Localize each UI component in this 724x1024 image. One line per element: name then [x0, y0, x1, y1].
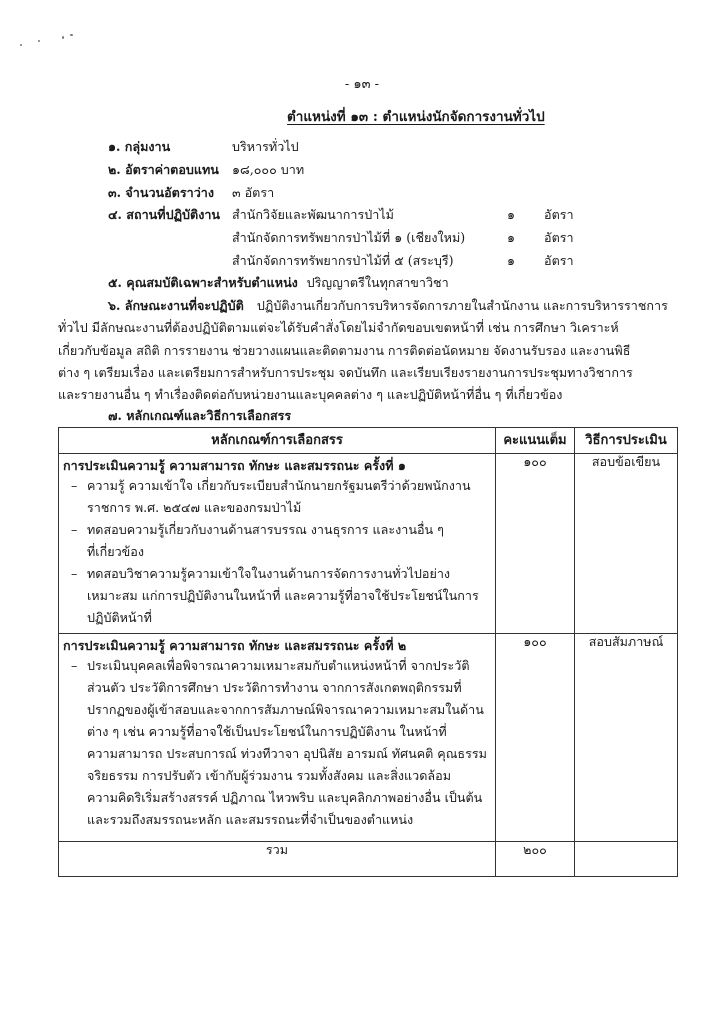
criteria-bullet: – ประเมินบุคคลเพื่อพิจารณาความเหมาะสมกับตำแหน่งหน้าที่ จากประวัติ ส่วนตัว ประวัติการศึกษา ประวัติการทำงาน จากการสังเกตพฤติกรรมที่ ปรากฏของผู้เข้าสอบและจากการสัมภาษณ์พิจารณาความเหมาะสมในด้าน ต่าง ๆ เช่น ความรู้ที่อาจใช้เป็นประโยชน์ในการปฏิบัติงาน ในหน้าที่ ความสามารถ ประสบการณ์ ท่วงทีวาจา อุปนิสัย อารมณ์ ทัศนคติ คุณธรรม จริยธรรม การปรับตัว เข้ากับผู้ร่วมงาน รวมทั้งสังคม และสิ่งแวดล้อม ความคิดริเริ่มสร้างสรรค์ ปฏิภาณ ไหวพริบ และบุคลิกภาพอย่างอื่น เป็นต้น และรวมถึงสมรรถนะหลัก และสมรรถนะที่จำเป็นของตำแหน่ง	[71, 658, 487, 828]
duties-text: เกี่ยวกับข้อมูล สถิติ การรายงาน ช่วยวางแผนและติดตามงาน การติดต่อนัดหมาย จัดงานรับรอง และงานพิธี	[58, 343, 631, 358]
page-number: - ๑๓ -	[344, 77, 380, 92]
criteria-cell	[59, 454, 496, 634]
section-title: การประเมินความรู้ ความสามารถ ทักษะ และสมรรถนะ ครั้งที่ ๒	[63, 638, 407, 653]
scan-speck	[20, 44, 22, 46]
column-header: วิธีการประเมิน	[575, 428, 678, 454]
scan-speck	[70, 34, 73, 36]
duties-text: และรายงานอื่น ๆ ทำเรื่องติดต่อกับหน่วยงานและบุคคลต่าง ๆ และปฏิบัติหน้าที่อื่น ๆ ที่เกี่ยวข้อง	[58, 387, 563, 402]
table-header-row	[59, 428, 678, 454]
column-header: คะแนนเต็ม	[496, 428, 575, 454]
info-value-salary: ๑๘,๐๐๐ บาท	[232, 162, 305, 177]
duties-line	[108, 298, 668, 313]
total-label: รวม	[59, 842, 496, 877]
workplace-location-unit: อัตรา	[544, 207, 574, 222]
total-method-cell	[575, 842, 678, 877]
workplace-location-name: สำนักวิจัยและพัฒนาการป่าไม้	[232, 207, 394, 222]
method-cell: สอบสัมภาษณ์	[575, 634, 678, 842]
criteria-heading: ๗. หลักเกณฑ์และวิธีการเลือกสรร	[108, 408, 292, 423]
total-score: ๒๐๐	[496, 842, 575, 877]
scan-speck	[38, 40, 40, 42]
duties-label: ๖. ลักษณะงานที่จะปฏิบัติ	[108, 298, 244, 313]
qualification-line	[108, 275, 449, 290]
workplace-location-count: ๑	[507, 253, 515, 268]
criteria-bullet: – ทดสอบความรู้เกี่ยวกับงานด้านสารบรรณ งานธุรการ และงานอื่น ๆ ที่เกี่ยวข้อง	[71, 522, 444, 560]
workplace-location-name: สำนักจัดการทรัพยากรป่าไม้ที่ ๑ (เชียงใหม่)	[232, 230, 466, 245]
criteria-bullet: – ทดสอบวิชาความรู้ความเข้าใจในงานด้านการจัดการงานทั่วไปอย่าง เหมาะสม แก่การปฏิบัติงานในหน้าที่ และความรู้ที่อาจใช้ประโยชน์ในการ ปฏิบัติหน้าที่	[71, 566, 479, 626]
criteria-bullet: – ความรู้ ความเข้าใจ เกี่ยวกับระเบียบสำนักนายกรัฐมนตรีว่าด้วยพนักงาน ราชการ พ.ศ. ๒๕๔๗ และของกรมป่าไม้	[71, 478, 471, 516]
info-label-vacancies: ๓. จำนวนอัตราว่าง	[108, 185, 214, 200]
column-header: หลักเกณฑ์การเลือกสรร	[59, 428, 496, 454]
info-label-salary: ๒. อัตราค่าตอบแทน	[108, 162, 219, 177]
qualification-label: ๕. คุณสมบัติเฉพาะสำหรับตำแหน่ง	[108, 275, 298, 290]
info-label-workplace: ๔. สถานที่ปฏิบัติงาน	[108, 207, 221, 222]
workplace-location-count: ๑	[507, 230, 515, 245]
criteria-table	[58, 427, 678, 877]
criteria-cell	[59, 634, 496, 842]
section-title: การประเมินความรู้ ความสามารถ ทักษะ และสมรรถนะ ครั้งที่ ๑	[63, 458, 406, 473]
info-value-vacancies: ๓ อัตรา	[232, 185, 275, 200]
total-row	[59, 842, 678, 877]
page-title: ตำแหน่งที่ ๑๓ : ตำแหน่งนักจัดการงานทั่วไป	[287, 109, 545, 125]
workplace-location-unit: อัตรา	[544, 230, 574, 245]
info-label-group: ๑. กลุ่มงาน	[108, 139, 171, 154]
scan-speck	[62, 36, 64, 39]
score-cell: ๑๐๐	[496, 634, 575, 842]
info-value-group: บริหารทั่วไป	[232, 139, 299, 154]
table-row	[59, 454, 678, 634]
duties-text: ทั่วไป มีลักษณะงานที่ต้องปฏิบัติตามแต่จะได้รับคำสั่งโดยไม่จำกัดขอบเขตหน้าที่ เช่น การศึกษา วิเคราะห์	[58, 320, 619, 335]
workplace-location-name: สำนักจัดการทรัพยากรป่าไม้ที่ ๕ (สระบุรี)	[232, 253, 454, 268]
duties-text: ปฏิบัติงานเกี่ยวกับการบริหารจัดการภายในสำนักงาน และการบริหารราชการ	[256, 298, 668, 313]
table-row	[59, 634, 678, 842]
score-cell: ๑๐๐	[496, 454, 575, 634]
method-cell: สอบข้อเขียน	[575, 454, 678, 634]
workplace-location-unit: อัตรา	[544, 253, 574, 268]
qualification-value: ปริญญาตรีในทุกสาขาวิชา	[306, 275, 449, 290]
duties-text: ต่าง ๆ เตรียมเรื่อง และเตรียมการสำหรับการประชุม จดบันทึก และเรียบเรียงรายงานการประชุมทางวิชาการ	[58, 365, 633, 380]
workplace-location-count: ๑	[507, 207, 515, 222]
